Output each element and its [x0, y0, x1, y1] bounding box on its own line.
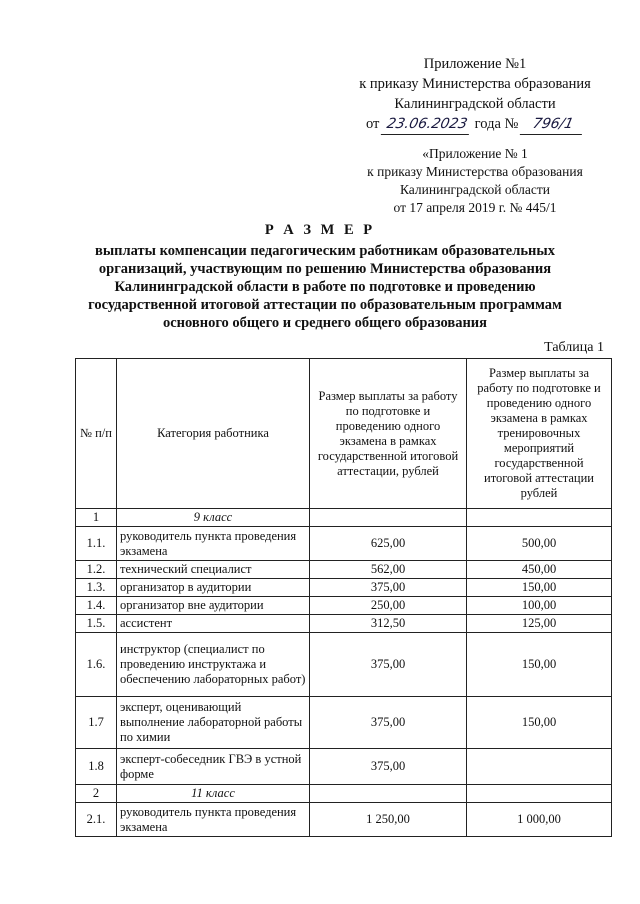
appendix-order-line: к приказу Министерства образования	[359, 76, 591, 92]
orig-region-line: Калининградской области	[399, 182, 551, 197]
table-row: 1.3. организатор в аудитории 375,00 150,00	[76, 579, 612, 597]
appendix-original-header	[340, 145, 610, 217]
handwritten-number: 796/1	[520, 114, 586, 135]
table-row: 1.2. технический специалист 562,00 450,00	[76, 561, 612, 579]
appendix-date-line	[330, 114, 620, 135]
document-title-word: Р А З М Е Р	[264, 222, 376, 238]
orig-date-line: от 17 апреля 2019 г. № 445/1	[393, 200, 557, 215]
handwritten-date: 23.06.2023	[381, 114, 473, 135]
table-row: 1 9 класс	[76, 509, 612, 527]
table-row: 1.4. организатор вне аудитории 250,00 100,00	[76, 597, 612, 615]
table-header-row	[76, 359, 612, 509]
date-prefix: от	[366, 116, 380, 132]
table-label: Таблица 1	[544, 340, 604, 355]
document-title-body: выплаты компенсации педагогическим работникам образовательных организаций, участвующим по решению Министерства образования Калининградской области в работе по подготовке и проведению государственной итоговой аттестации по образовательным программам основного общего и среднего общего образования	[88, 243, 562, 331]
table-row: 1.1. руководитель пункта проведения экзамена 625,00 500,00	[76, 527, 612, 561]
orig-appendix-title: «Приложение № 1	[422, 146, 528, 161]
payment-table	[75, 358, 612, 837]
table-row: 1.8 эксперт-собеседник ГВЭ в устной форме 375,00	[76, 749, 612, 785]
header-num: № п/п	[76, 359, 117, 509]
appendix-title: Приложение №1	[423, 56, 527, 72]
table-row: 2 11 класс	[76, 785, 612, 803]
appendix-region-line: Калининградской области	[394, 96, 556, 112]
table-row: 2.1. руководитель пункта проведения экзамена 1 250,00 1 000,00	[76, 803, 612, 837]
table-row: 1.7 эксперт, оценивающий выполнение лабораторной работы по химии 375,00 150,00	[76, 697, 612, 749]
table-row: 1.6. инструктор (специалист по проведению инструктажа и обеспечению лабораторных работ) 375,00 150,00	[76, 633, 612, 697]
orig-order-line: к приказу Министерства образования	[367, 164, 583, 179]
header-pay-training: Размер выплаты за работу по подготовке и проведению одного экзамена в рамках тренировочных мероприятий государственной итоговой аттестации рублей	[467, 359, 612, 509]
appendix-current-header	[330, 54, 620, 135]
header-category: Категория работника	[117, 359, 310, 509]
year-text: года №	[474, 116, 519, 132]
header-pay-exam: Размер выплаты за работу по подготовке и проведению одного экзамена в рамках государственной итоговой аттестации, рублей	[310, 359, 467, 509]
table-row: 1.5. ассистент 312,50 125,00	[76, 615, 612, 633]
